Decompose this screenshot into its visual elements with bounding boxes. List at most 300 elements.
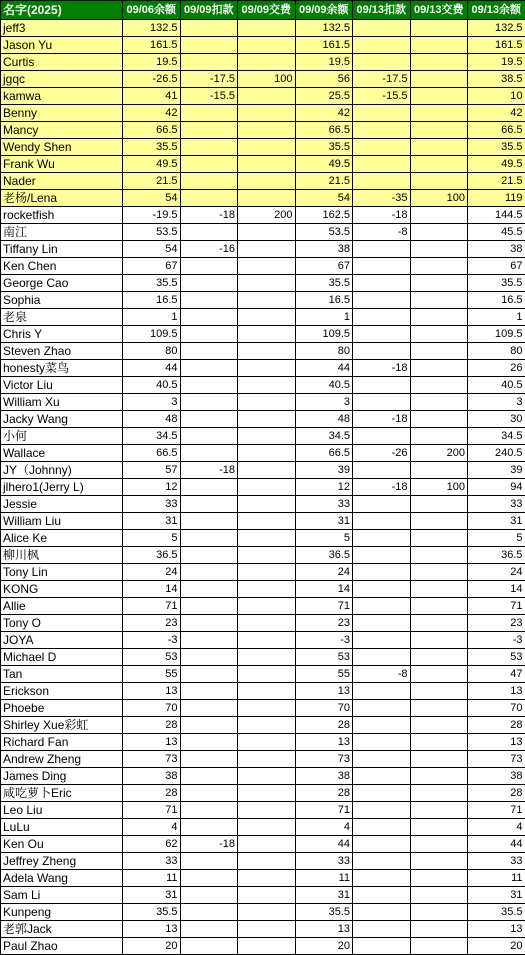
payment-0909-cell[interactable] xyxy=(238,224,296,241)
balance-0906-cell[interactable]: 161.5 xyxy=(123,37,181,54)
balance-0909-cell[interactable]: 28 xyxy=(295,717,353,734)
payment-0913-cell[interactable] xyxy=(410,819,468,836)
deduction-0913-cell[interactable] xyxy=(353,615,411,632)
balance-0909-cell[interactable]: 132.5 xyxy=(295,20,353,37)
balance-0909-cell[interactable]: 35.5 xyxy=(295,139,353,156)
name-cell[interactable]: 老杨/Lena xyxy=(1,190,123,207)
balance-0913-cell[interactable]: 30 xyxy=(468,411,525,428)
name-cell[interactable]: 小何 xyxy=(1,428,123,445)
payment-0909-cell[interactable] xyxy=(238,20,296,37)
deduction-0913-cell[interactable] xyxy=(353,547,411,564)
deduction-0913-cell[interactable] xyxy=(353,513,411,530)
balance-0913-cell[interactable]: 1 xyxy=(468,309,525,326)
balance-0913-cell[interactable]: 132.5 xyxy=(468,20,525,37)
balance-0909-cell[interactable]: 21.5 xyxy=(295,173,353,190)
payment-0909-cell[interactable] xyxy=(238,921,296,938)
deduction-0913-cell[interactable] xyxy=(353,326,411,343)
name-cell[interactable]: Phoebe xyxy=(1,700,123,717)
balance-0909-cell[interactable]: 70 xyxy=(295,700,353,717)
payment-0913-cell[interactable] xyxy=(410,870,468,887)
payment-0913-cell[interactable] xyxy=(410,530,468,547)
deduction-0909-cell[interactable] xyxy=(180,598,238,615)
deduction-0909-cell[interactable] xyxy=(180,785,238,802)
payment-0909-cell[interactable] xyxy=(238,649,296,666)
deduction-0909-cell[interactable] xyxy=(180,377,238,394)
name-cell[interactable]: Benny xyxy=(1,105,123,122)
balance-0909-cell[interactable]: 35.5 xyxy=(295,275,353,292)
payment-0913-cell[interactable] xyxy=(410,241,468,258)
name-cell[interactable]: Erickson xyxy=(1,683,123,700)
payment-0913-cell[interactable] xyxy=(410,156,468,173)
deduction-0909-cell[interactable] xyxy=(180,309,238,326)
balance-0906-cell[interactable]: 109.5 xyxy=(123,326,181,343)
name-cell[interactable]: Paul Zhao xyxy=(1,938,123,955)
balance-0913-cell[interactable]: 35.5 xyxy=(468,139,525,156)
balance-0913-cell[interactable]: 16.5 xyxy=(468,292,525,309)
deduction-0913-cell[interactable] xyxy=(353,938,411,955)
name-cell[interactable]: 老泉 xyxy=(1,309,123,326)
balance-0909-cell[interactable]: 71 xyxy=(295,598,353,615)
balance-0913-cell[interactable]: 28 xyxy=(468,717,525,734)
deduction-0913-cell[interactable]: -35 xyxy=(353,190,411,207)
name-cell[interactable]: Ken Ou xyxy=(1,836,123,853)
payment-0909-cell[interactable] xyxy=(238,377,296,394)
balance-0906-cell[interactable]: 54 xyxy=(123,190,181,207)
balance-0906-cell[interactable]: 12 xyxy=(123,479,181,496)
deduction-0909-cell[interactable] xyxy=(180,54,238,71)
header-balance-0913[interactable]: 09/13余额 xyxy=(468,1,525,20)
deduction-0909-cell[interactable] xyxy=(180,428,238,445)
name-cell[interactable]: George Cao xyxy=(1,275,123,292)
payment-0913-cell[interactable] xyxy=(410,394,468,411)
payment-0909-cell[interactable] xyxy=(238,564,296,581)
payment-0913-cell[interactable] xyxy=(410,88,468,105)
balance-0906-cell[interactable]: 13 xyxy=(123,683,181,700)
payment-0913-cell[interactable] xyxy=(410,700,468,717)
payment-0909-cell[interactable] xyxy=(238,666,296,683)
name-cell[interactable]: Alice Ke xyxy=(1,530,123,547)
payment-0909-cell[interactable] xyxy=(238,122,296,139)
deduction-0913-cell[interactable] xyxy=(353,122,411,139)
payment-0909-cell[interactable] xyxy=(238,938,296,955)
name-cell[interactable]: Michael D xyxy=(1,649,123,666)
name-cell[interactable]: kamwa xyxy=(1,88,123,105)
balance-0909-cell[interactable]: 3 xyxy=(295,394,353,411)
name-cell[interactable]: Kunpeng xyxy=(1,904,123,921)
deduction-0913-cell[interactable] xyxy=(353,768,411,785)
payment-0913-cell[interactable] xyxy=(410,513,468,530)
header-name[interactable]: 名字(2025) xyxy=(1,1,123,20)
payment-0913-cell[interactable] xyxy=(410,904,468,921)
payment-0909-cell[interactable]: 100 xyxy=(238,71,296,88)
balance-0906-cell[interactable]: 28 xyxy=(123,785,181,802)
balance-0906-cell[interactable]: 35.5 xyxy=(123,275,181,292)
payment-0913-cell[interactable] xyxy=(410,37,468,54)
deduction-0913-cell[interactable] xyxy=(353,853,411,870)
balance-0913-cell[interactable]: 42 xyxy=(468,105,525,122)
balance-0909-cell[interactable]: 71 xyxy=(295,802,353,819)
payment-0913-cell[interactable] xyxy=(410,632,468,649)
balance-0913-cell[interactable]: 35.5 xyxy=(468,904,525,921)
deduction-0909-cell[interactable] xyxy=(180,632,238,649)
balance-0913-cell[interactable]: 35.5 xyxy=(468,275,525,292)
balance-0906-cell[interactable]: 132.5 xyxy=(123,20,181,37)
balance-0906-cell[interactable]: 33 xyxy=(123,853,181,870)
balance-0909-cell[interactable]: 31 xyxy=(295,513,353,530)
deduction-0913-cell[interactable] xyxy=(353,377,411,394)
balance-0909-cell[interactable]: 162.5 xyxy=(295,207,353,224)
deduction-0909-cell[interactable] xyxy=(180,190,238,207)
name-cell[interactable]: JOYA xyxy=(1,632,123,649)
name-cell[interactable]: Shirley Xue彩虹 xyxy=(1,717,123,734)
deduction-0909-cell[interactable] xyxy=(180,802,238,819)
payment-0913-cell[interactable] xyxy=(410,836,468,853)
deduction-0913-cell[interactable]: -18 xyxy=(353,479,411,496)
payment-0909-cell[interactable] xyxy=(238,190,296,207)
deduction-0913-cell[interactable] xyxy=(353,649,411,666)
balance-0913-cell[interactable]: 33 xyxy=(468,496,525,513)
payment-0913-cell[interactable] xyxy=(410,377,468,394)
deduction-0913-cell[interactable]: -15.5 xyxy=(353,88,411,105)
payment-0913-cell[interactable] xyxy=(410,292,468,309)
payment-0909-cell[interactable] xyxy=(238,241,296,258)
balance-0906-cell[interactable]: 41 xyxy=(123,88,181,105)
name-cell[interactable]: Victor Liu xyxy=(1,377,123,394)
payment-0909-cell[interactable] xyxy=(238,105,296,122)
deduction-0909-cell[interactable] xyxy=(180,717,238,734)
balance-0909-cell[interactable]: 25.5 xyxy=(295,88,353,105)
balance-0906-cell[interactable]: 35.5 xyxy=(123,139,181,156)
balance-0909-cell[interactable]: 161.5 xyxy=(295,37,353,54)
payment-0909-cell[interactable] xyxy=(238,54,296,71)
deduction-0909-cell[interactable] xyxy=(180,734,238,751)
payment-0909-cell[interactable] xyxy=(238,37,296,54)
deduction-0913-cell[interactable] xyxy=(353,921,411,938)
name-cell[interactable]: LuLu xyxy=(1,819,123,836)
payment-0909-cell[interactable] xyxy=(238,326,296,343)
deduction-0913-cell[interactable] xyxy=(353,428,411,445)
balance-0913-cell[interactable]: 19.5 xyxy=(468,54,525,71)
balance-0913-cell[interactable]: 94 xyxy=(468,479,525,496)
payment-0913-cell[interactable] xyxy=(410,717,468,734)
balance-0913-cell[interactable]: 67 xyxy=(468,258,525,275)
payment-0913-cell[interactable] xyxy=(410,224,468,241)
payment-0909-cell[interactable] xyxy=(238,734,296,751)
balance-0913-cell[interactable]: 3 xyxy=(468,394,525,411)
balance-0906-cell[interactable]: -3 xyxy=(123,632,181,649)
balance-0909-cell[interactable]: 33 xyxy=(295,496,353,513)
deduction-0909-cell[interactable] xyxy=(180,105,238,122)
balance-0906-cell[interactable]: 34.5 xyxy=(123,428,181,445)
payment-0913-cell[interactable] xyxy=(410,496,468,513)
deduction-0909-cell[interactable] xyxy=(180,496,238,513)
deduction-0913-cell[interactable]: -8 xyxy=(353,666,411,683)
payment-0909-cell[interactable] xyxy=(238,717,296,734)
balance-0906-cell[interactable]: 66.5 xyxy=(123,445,181,462)
balance-0909-cell[interactable]: 40.5 xyxy=(295,377,353,394)
balance-0906-cell[interactable]: 4 xyxy=(123,819,181,836)
payment-0913-cell[interactable] xyxy=(410,887,468,904)
deduction-0909-cell[interactable] xyxy=(180,139,238,156)
deduction-0913-cell[interactable] xyxy=(353,496,411,513)
balance-0909-cell[interactable]: 35.5 xyxy=(295,904,353,921)
balance-0909-cell[interactable]: 73 xyxy=(295,751,353,768)
balance-0906-cell[interactable]: 16.5 xyxy=(123,292,181,309)
balance-0913-cell[interactable]: 33 xyxy=(468,853,525,870)
payment-0913-cell[interactable] xyxy=(410,683,468,700)
payment-0909-cell[interactable] xyxy=(238,156,296,173)
balance-0913-cell[interactable]: 80 xyxy=(468,343,525,360)
balance-0913-cell[interactable]: 71 xyxy=(468,598,525,615)
balance-0906-cell[interactable]: 62 xyxy=(123,836,181,853)
balance-0909-cell[interactable]: 20 xyxy=(295,938,353,955)
balance-0906-cell[interactable]: 23 xyxy=(123,615,181,632)
payment-0909-cell[interactable] xyxy=(238,802,296,819)
deduction-0909-cell[interactable] xyxy=(180,666,238,683)
balance-0913-cell[interactable]: 4 xyxy=(468,819,525,836)
deduction-0913-cell[interactable] xyxy=(353,717,411,734)
header-balance-0906[interactable]: 09/06余额 xyxy=(123,1,181,20)
balance-0909-cell[interactable]: 48 xyxy=(295,411,353,428)
balance-0913-cell[interactable]: 40.5 xyxy=(468,377,525,394)
balance-0913-cell[interactable]: 36.5 xyxy=(468,547,525,564)
deduction-0913-cell[interactable] xyxy=(353,581,411,598)
deduction-0913-cell[interactable]: -18 xyxy=(353,411,411,428)
balance-0906-cell[interactable]: 31 xyxy=(123,887,181,904)
balance-0906-cell[interactable]: 53.5 xyxy=(123,224,181,241)
balance-0906-cell[interactable]: 49.5 xyxy=(123,156,181,173)
deduction-0913-cell[interactable] xyxy=(353,700,411,717)
balance-0913-cell[interactable]: 49.5 xyxy=(468,156,525,173)
payment-0909-cell[interactable] xyxy=(238,887,296,904)
balance-0906-cell[interactable]: 5 xyxy=(123,530,181,547)
balance-0906-cell[interactable]: 24 xyxy=(123,564,181,581)
deduction-0909-cell[interactable]: -18 xyxy=(180,207,238,224)
deduction-0913-cell[interactable] xyxy=(353,54,411,71)
deduction-0909-cell[interactable] xyxy=(180,564,238,581)
deduction-0913-cell[interactable] xyxy=(353,156,411,173)
balance-0909-cell[interactable]: 53 xyxy=(295,649,353,666)
deduction-0913-cell[interactable] xyxy=(353,887,411,904)
payment-0909-cell[interactable] xyxy=(238,445,296,462)
payment-0909-cell[interactable]: 200 xyxy=(238,207,296,224)
payment-0909-cell[interactable] xyxy=(238,836,296,853)
balance-0906-cell[interactable]: 67 xyxy=(123,258,181,275)
name-cell[interactable]: William Liu xyxy=(1,513,123,530)
deduction-0909-cell[interactable] xyxy=(180,683,238,700)
deduction-0913-cell[interactable] xyxy=(353,139,411,156)
name-cell[interactable]: Jeffrey Zheng xyxy=(1,853,123,870)
name-cell[interactable]: Jason Yu xyxy=(1,37,123,54)
balance-0906-cell[interactable]: 70 xyxy=(123,700,181,717)
balance-0909-cell[interactable]: 38 xyxy=(295,768,353,785)
deduction-0909-cell[interactable] xyxy=(180,258,238,275)
deduction-0913-cell[interactable] xyxy=(353,20,411,37)
name-cell[interactable]: Mancy xyxy=(1,122,123,139)
payment-0909-cell[interactable] xyxy=(238,632,296,649)
payment-0913-cell[interactable] xyxy=(410,258,468,275)
name-cell[interactable]: 咸吃萝卜Eric xyxy=(1,785,123,802)
name-cell[interactable]: Allie xyxy=(1,598,123,615)
balance-0906-cell[interactable]: 33 xyxy=(123,496,181,513)
balance-0913-cell[interactable]: 119 xyxy=(468,190,525,207)
deduction-0909-cell[interactable]: -17.5 xyxy=(180,71,238,88)
balance-0906-cell[interactable]: 1 xyxy=(123,309,181,326)
deduction-0909-cell[interactable] xyxy=(180,819,238,836)
payment-0909-cell[interactable] xyxy=(238,88,296,105)
deduction-0913-cell[interactable] xyxy=(353,802,411,819)
deduction-0913-cell[interactable]: -17.5 xyxy=(353,71,411,88)
balance-0906-cell[interactable]: 66.5 xyxy=(123,122,181,139)
deduction-0913-cell[interactable] xyxy=(353,904,411,921)
deduction-0913-cell[interactable] xyxy=(353,751,411,768)
balance-0906-cell[interactable]: 55 xyxy=(123,666,181,683)
balance-0909-cell[interactable]: 16.5 xyxy=(295,292,353,309)
name-cell[interactable]: Richard Fan xyxy=(1,734,123,751)
payment-0909-cell[interactable] xyxy=(238,581,296,598)
payment-0913-cell[interactable] xyxy=(410,615,468,632)
balance-0906-cell[interactable]: -26.5 xyxy=(123,71,181,88)
balance-0906-cell[interactable]: 57 xyxy=(123,462,181,479)
payment-0909-cell[interactable] xyxy=(238,394,296,411)
balance-0909-cell[interactable]: 24 xyxy=(295,564,353,581)
payment-0913-cell[interactable] xyxy=(410,462,468,479)
payment-0913-cell[interactable] xyxy=(410,71,468,88)
balance-0913-cell[interactable]: 44 xyxy=(468,836,525,853)
balance-0913-cell[interactable]: 26 xyxy=(468,360,525,377)
payment-0909-cell[interactable] xyxy=(238,173,296,190)
balance-0909-cell[interactable]: 55 xyxy=(295,666,353,683)
deduction-0909-cell[interactable] xyxy=(180,547,238,564)
balance-0906-cell[interactable]: 11 xyxy=(123,870,181,887)
name-cell[interactable]: 老郭Jack xyxy=(1,921,123,938)
balance-0906-cell[interactable]: 54 xyxy=(123,241,181,258)
balance-0906-cell[interactable]: 71 xyxy=(123,802,181,819)
payment-0909-cell[interactable] xyxy=(238,547,296,564)
balance-0909-cell[interactable]: 19.5 xyxy=(295,54,353,71)
balance-0909-cell[interactable]: 49.5 xyxy=(295,156,353,173)
name-cell[interactable]: JY（Johnny) xyxy=(1,462,123,479)
balance-0909-cell[interactable]: 66.5 xyxy=(295,122,353,139)
payment-0909-cell[interactable] xyxy=(238,819,296,836)
balance-0913-cell[interactable]: 38 xyxy=(468,241,525,258)
payment-0909-cell[interactable] xyxy=(238,360,296,377)
balance-0913-cell[interactable]: 20 xyxy=(468,938,525,955)
payment-0909-cell[interactable] xyxy=(238,513,296,530)
balance-0906-cell[interactable]: 71 xyxy=(123,598,181,615)
balance-0913-cell[interactable]: 71 xyxy=(468,802,525,819)
deduction-0913-cell[interactable]: -18 xyxy=(353,360,411,377)
name-cell[interactable]: rocketfish xyxy=(1,207,123,224)
payment-0913-cell[interactable] xyxy=(410,734,468,751)
balance-0909-cell[interactable]: 39 xyxy=(295,462,353,479)
balance-0913-cell[interactable]: 14 xyxy=(468,581,525,598)
deduction-0913-cell[interactable] xyxy=(353,173,411,190)
deduction-0909-cell[interactable] xyxy=(180,751,238,768)
payment-0909-cell[interactable] xyxy=(238,853,296,870)
payment-0913-cell[interactable] xyxy=(410,275,468,292)
balance-0913-cell[interactable]: 109.5 xyxy=(468,326,525,343)
balance-0906-cell[interactable]: 28 xyxy=(123,717,181,734)
balance-0913-cell[interactable]: 13 xyxy=(468,921,525,938)
payment-0909-cell[interactable] xyxy=(238,139,296,156)
balance-0909-cell[interactable]: 54 xyxy=(295,190,353,207)
name-cell[interactable]: jlhero1(Jerry L) xyxy=(1,479,123,496)
name-cell[interactable]: Jacky Wang xyxy=(1,411,123,428)
header-payment-0913[interactable]: 09/13交费 xyxy=(410,1,468,20)
balance-0909-cell[interactable]: 36.5 xyxy=(295,547,353,564)
deduction-0909-cell[interactable]: -16 xyxy=(180,241,238,258)
deduction-0909-cell[interactable] xyxy=(180,649,238,666)
payment-0909-cell[interactable] xyxy=(238,751,296,768)
name-cell[interactable]: jeff3 xyxy=(1,20,123,37)
payment-0909-cell[interactable] xyxy=(238,428,296,445)
deduction-0913-cell[interactable] xyxy=(353,785,411,802)
name-cell[interactable]: Sam Li xyxy=(1,887,123,904)
payment-0913-cell[interactable] xyxy=(410,751,468,768)
balance-0913-cell[interactable]: 38.5 xyxy=(468,71,525,88)
balance-0909-cell[interactable]: 53.5 xyxy=(295,224,353,241)
name-cell[interactable]: Adela Wang xyxy=(1,870,123,887)
payment-0913-cell[interactable] xyxy=(410,309,468,326)
name-cell[interactable]: Chris Y xyxy=(1,326,123,343)
balance-0913-cell[interactable]: 144.5 xyxy=(468,207,525,224)
name-cell[interactable]: KONG xyxy=(1,581,123,598)
header-payment-0909[interactable]: 09/09交费 xyxy=(238,1,296,20)
balance-0909-cell[interactable]: 80 xyxy=(295,343,353,360)
balance-0913-cell[interactable]: 161.5 xyxy=(468,37,525,54)
balance-0909-cell[interactable]: 56 xyxy=(295,71,353,88)
deduction-0909-cell[interactable] xyxy=(180,394,238,411)
balance-0913-cell[interactable]: 13 xyxy=(468,683,525,700)
balance-0906-cell[interactable]: 80 xyxy=(123,343,181,360)
payment-0909-cell[interactable] xyxy=(238,343,296,360)
deduction-0909-cell[interactable] xyxy=(180,20,238,37)
payment-0913-cell[interactable] xyxy=(410,207,468,224)
balance-0913-cell[interactable]: 11 xyxy=(468,870,525,887)
deduction-0913-cell[interactable] xyxy=(353,683,411,700)
balance-0906-cell[interactable]: 13 xyxy=(123,921,181,938)
name-cell[interactable]: Wendy Shen xyxy=(1,139,123,156)
deduction-0913-cell[interactable] xyxy=(353,870,411,887)
name-cell[interactable]: Leo Liu xyxy=(1,802,123,819)
deduction-0913-cell[interactable] xyxy=(353,275,411,292)
balance-0906-cell[interactable]: 19.5 xyxy=(123,54,181,71)
payment-0913-cell[interactable] xyxy=(410,343,468,360)
balance-0913-cell[interactable]: 28 xyxy=(468,785,525,802)
deduction-0909-cell[interactable] xyxy=(180,37,238,54)
payment-0913-cell[interactable] xyxy=(410,428,468,445)
payment-0909-cell[interactable] xyxy=(238,683,296,700)
balance-0909-cell[interactable]: 11 xyxy=(295,870,353,887)
deduction-0913-cell[interactable] xyxy=(353,292,411,309)
deduction-0913-cell[interactable] xyxy=(353,819,411,836)
balance-0913-cell[interactable]: 66.5 xyxy=(468,122,525,139)
balance-0913-cell[interactable]: 70 xyxy=(468,700,525,717)
payment-0913-cell[interactable] xyxy=(410,649,468,666)
balance-0913-cell[interactable]: 47 xyxy=(468,666,525,683)
balance-0909-cell[interactable]: 5 xyxy=(295,530,353,547)
deduction-0909-cell[interactable] xyxy=(180,700,238,717)
deduction-0909-cell[interactable] xyxy=(180,326,238,343)
balance-0913-cell[interactable]: 21.5 xyxy=(468,173,525,190)
payment-0909-cell[interactable] xyxy=(238,615,296,632)
balance-0909-cell[interactable]: -3 xyxy=(295,632,353,649)
payment-0913-cell[interactable] xyxy=(410,853,468,870)
deduction-0909-cell[interactable] xyxy=(180,921,238,938)
name-cell[interactable]: James Ding xyxy=(1,768,123,785)
name-cell[interactable]: Tiffany Lin xyxy=(1,241,123,258)
